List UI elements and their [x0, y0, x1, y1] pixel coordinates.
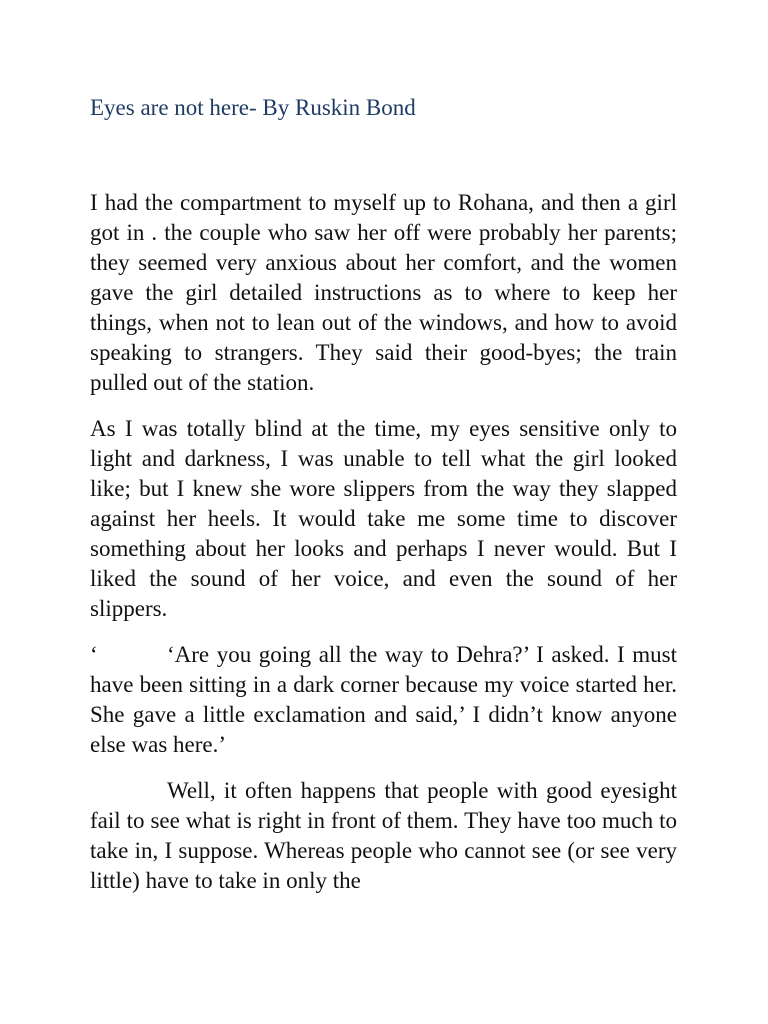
paragraph-3 [90, 640, 677, 760]
document-body [90, 188, 677, 912]
paragraph-3-text: ‘Are you going all the way to Dehra?’ I asked. I must have been sitting in a dark corner because my voice started her. She gave a little exclamation and said,’ I didn’t know anyone else was here.’ [90, 642, 677, 757]
paragraph-3-lead-quote: ‘ [90, 642, 98, 667]
paragraph-1: I had the compartment to myself up to Rohana, and then a girl got in . the couple who saw her off were probably her parents; they seemed very anxious about her comfort, and the women gave the girl detailed instructions as to where to keep her things, when not to lean out of the windows, and how to avoid speaking to strangers. They said their good-byes; the train pulled out of the station. [90, 190, 677, 395]
document-title: Eyes are not here- By Ruskin Bond [90, 95, 416, 120]
paragraph-4: Well, it often happens that people with good eyesight fail to see what is right in front of them. They have too much to take in, I suppose. Whereas people who cannot see (or see very little) have to take in only the [90, 778, 677, 893]
paragraph-2: As I was totally blind at the time, my eyes sensitive only to light and darkness, I was unable to tell what the girl looked like; but I knew she wore slippers from the way they slapped against her heels. It would take me some time to discover something about her looks and perhaps I never would. But I liked the sound of her voice, and even the sound of her slippers. [90, 416, 677, 621]
document-page [90, 0, 677, 1024]
